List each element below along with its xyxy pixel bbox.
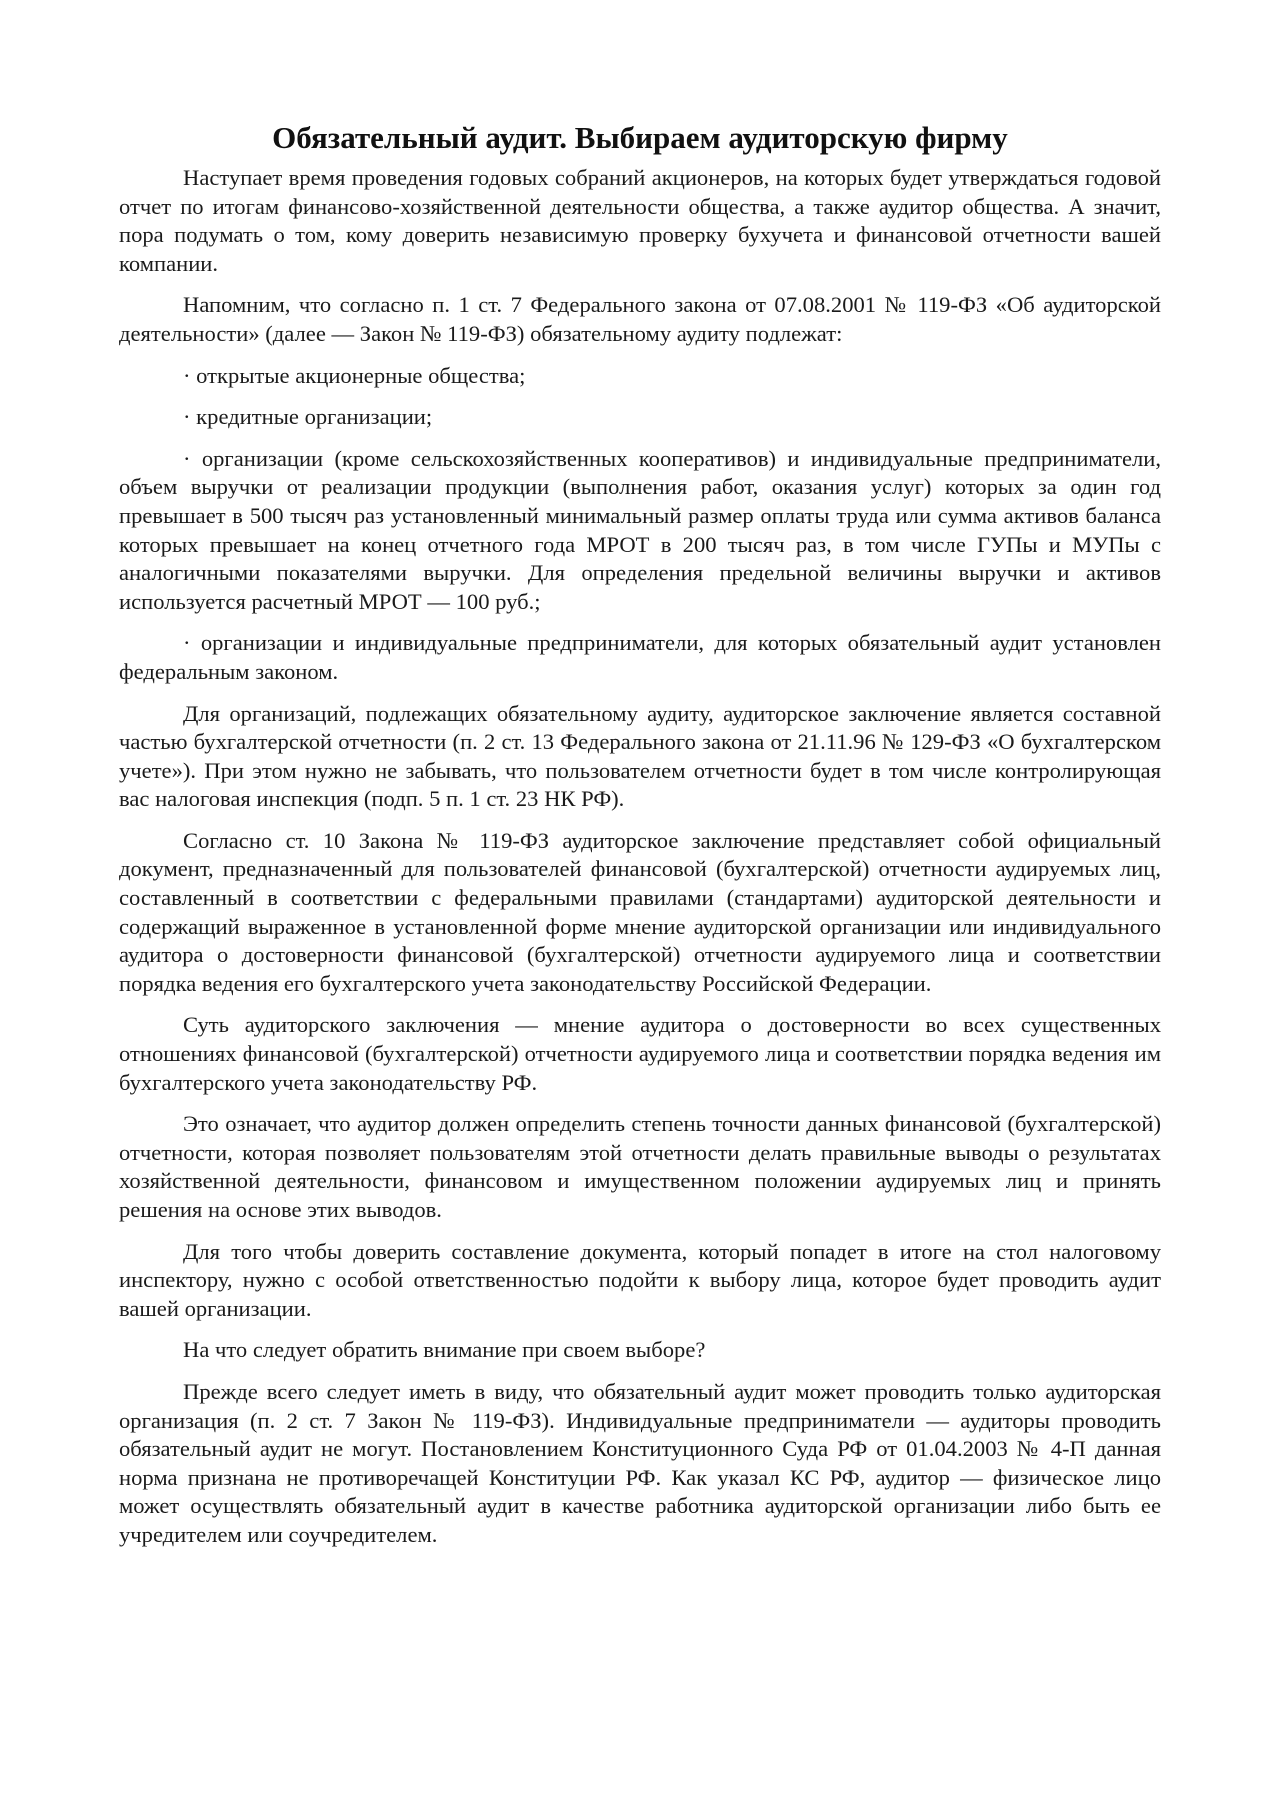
document-page xyxy=(119,118,1161,1563)
paragraph-law-reference: Напомним, что согласно п. 1 ст. 7 Федерального закона от 07.08.2001 № 119-ФЗ «Об аудиторской деятельности» (далее — Закон № 119-ФЗ) обязательному аудиту подлежат: xyxy=(119,292,1161,346)
list-item: · кредитные организации; xyxy=(183,404,433,430)
list-item: · открытые акционерные общества; xyxy=(183,362,526,388)
paragraph-question: На что следует обратить внимание при своем выборе? xyxy=(183,1337,706,1363)
paragraph-audit-organization: Прежде всего следует иметь в виду, что обязательный аудит может проводить только аудиторская организация (п. 2 ст. 7 Закон № 119-ФЗ). Индивидуальные предприниматели — аудиторы проводить обязательный аудит не могут. Постановлением Конституционного Суда РФ от 01.04.2003 № 4-П данная норма признана не противоречащей Конституции РФ. Как указал КС РФ, аудитор — физическое лицо может осуществлять обязательный аудит в качестве работника аудиторской организации либо быть ее учредителем или соучредителем. xyxy=(119,1378,1161,1547)
paragraph-opinion-essence: Суть аудиторского заключения — мнение аудитора о достоверности во всех существенных отношениях финансовой (бухгалтерской) отчетности аудируемого лица и соответствии порядка ведения им бухгалтерского учета законодательству РФ. xyxy=(119,1012,1161,1095)
paragraph-intro: Наступает время проведения годовых собраний акционеров, на которых будет утверждаться годовой отчет по итогам финансово-хозяйственной деятельности общества, а также аудитор общества. А значит, пора подумать о том, кому доверить независимую проверку бухучета и финансовой отчетности вашей компании. xyxy=(119,165,1161,276)
paragraph-accounting-report: Для организаций, подлежащих обязательному аудиту, аудиторское заключение является составной частью бухгалтерской отчетности (п. 2 ст. 13 Федерального закона от 21.11.96 № 129-ФЗ «О бухгалтерском учете»). При этом нужно не забывать, что пользователем отчетности будет в том числе контролирующая вас налоговая инспекция (подп. 5 п. 1 ст. 23 НК РФ). xyxy=(119,700,1161,812)
list-item: · организации (кроме сельскохозяйственных кооперативов) и индивидуальные предприниматели, объем выручки от реализации продукции (выполнения работ, оказания услуг) которых за один год превышает в 500 тысяч раз установленный минимальный размер оплаты труда или сумма активов баланса которых превышает на конец отчетного года МРОТ в 200 тысяч раз, в том числе ГУПы и МУПы с аналогичными показателями выручки. Для определения предельной величины выручки и активов используется расчетный МРОТ — 100 руб.; xyxy=(119,445,1161,614)
paragraph-auditor-opinion-definition: Согласно ст. 10 Закона № 119-ФЗ аудиторское заключение представляет собой официальный документ, предназначенный для пользователей финансовой (бухгалтерской) отчетности аудируемых лиц, составленный в соответствии с федеральными правилами (стандартами) аудиторской деятельности и содержащий выраженное в установленной форме мнение аудиторской организации или индивидуального аудитора о достоверности финансовой (бухгалтерской) отчетности аудируемого лица и соответствии порядка ведения его бухгалтерского учета законодательству Российской Федерации. xyxy=(119,827,1161,996)
list-item: · организации и индивидуальные предприниматели, для которых обязательный аудит установлен федеральным законом. xyxy=(119,630,1161,684)
paragraph-accuracy: Это означает, что аудитор должен определить степень точности данных финансовой (бухгалтерской) отчетности, которая позволяет пользователям этой отчетности делать правильные выводы о результатах хозяйственной деятельности, финансовом и имущественном положении аудируемых лиц и принять решения на основе этих выводов. xyxy=(119,1111,1161,1222)
document-title: Обязательный аудит. Выбираем аудиторскую фирму xyxy=(272,120,1008,155)
paragraph-choose-auditor: Для того чтобы доверить составление документа, который попадет в итоге на стол налоговому инспектору, нужно с особой ответственностью подойти к выбору лица, которое будет проводить аудит вашей организации. xyxy=(119,1238,1161,1321)
